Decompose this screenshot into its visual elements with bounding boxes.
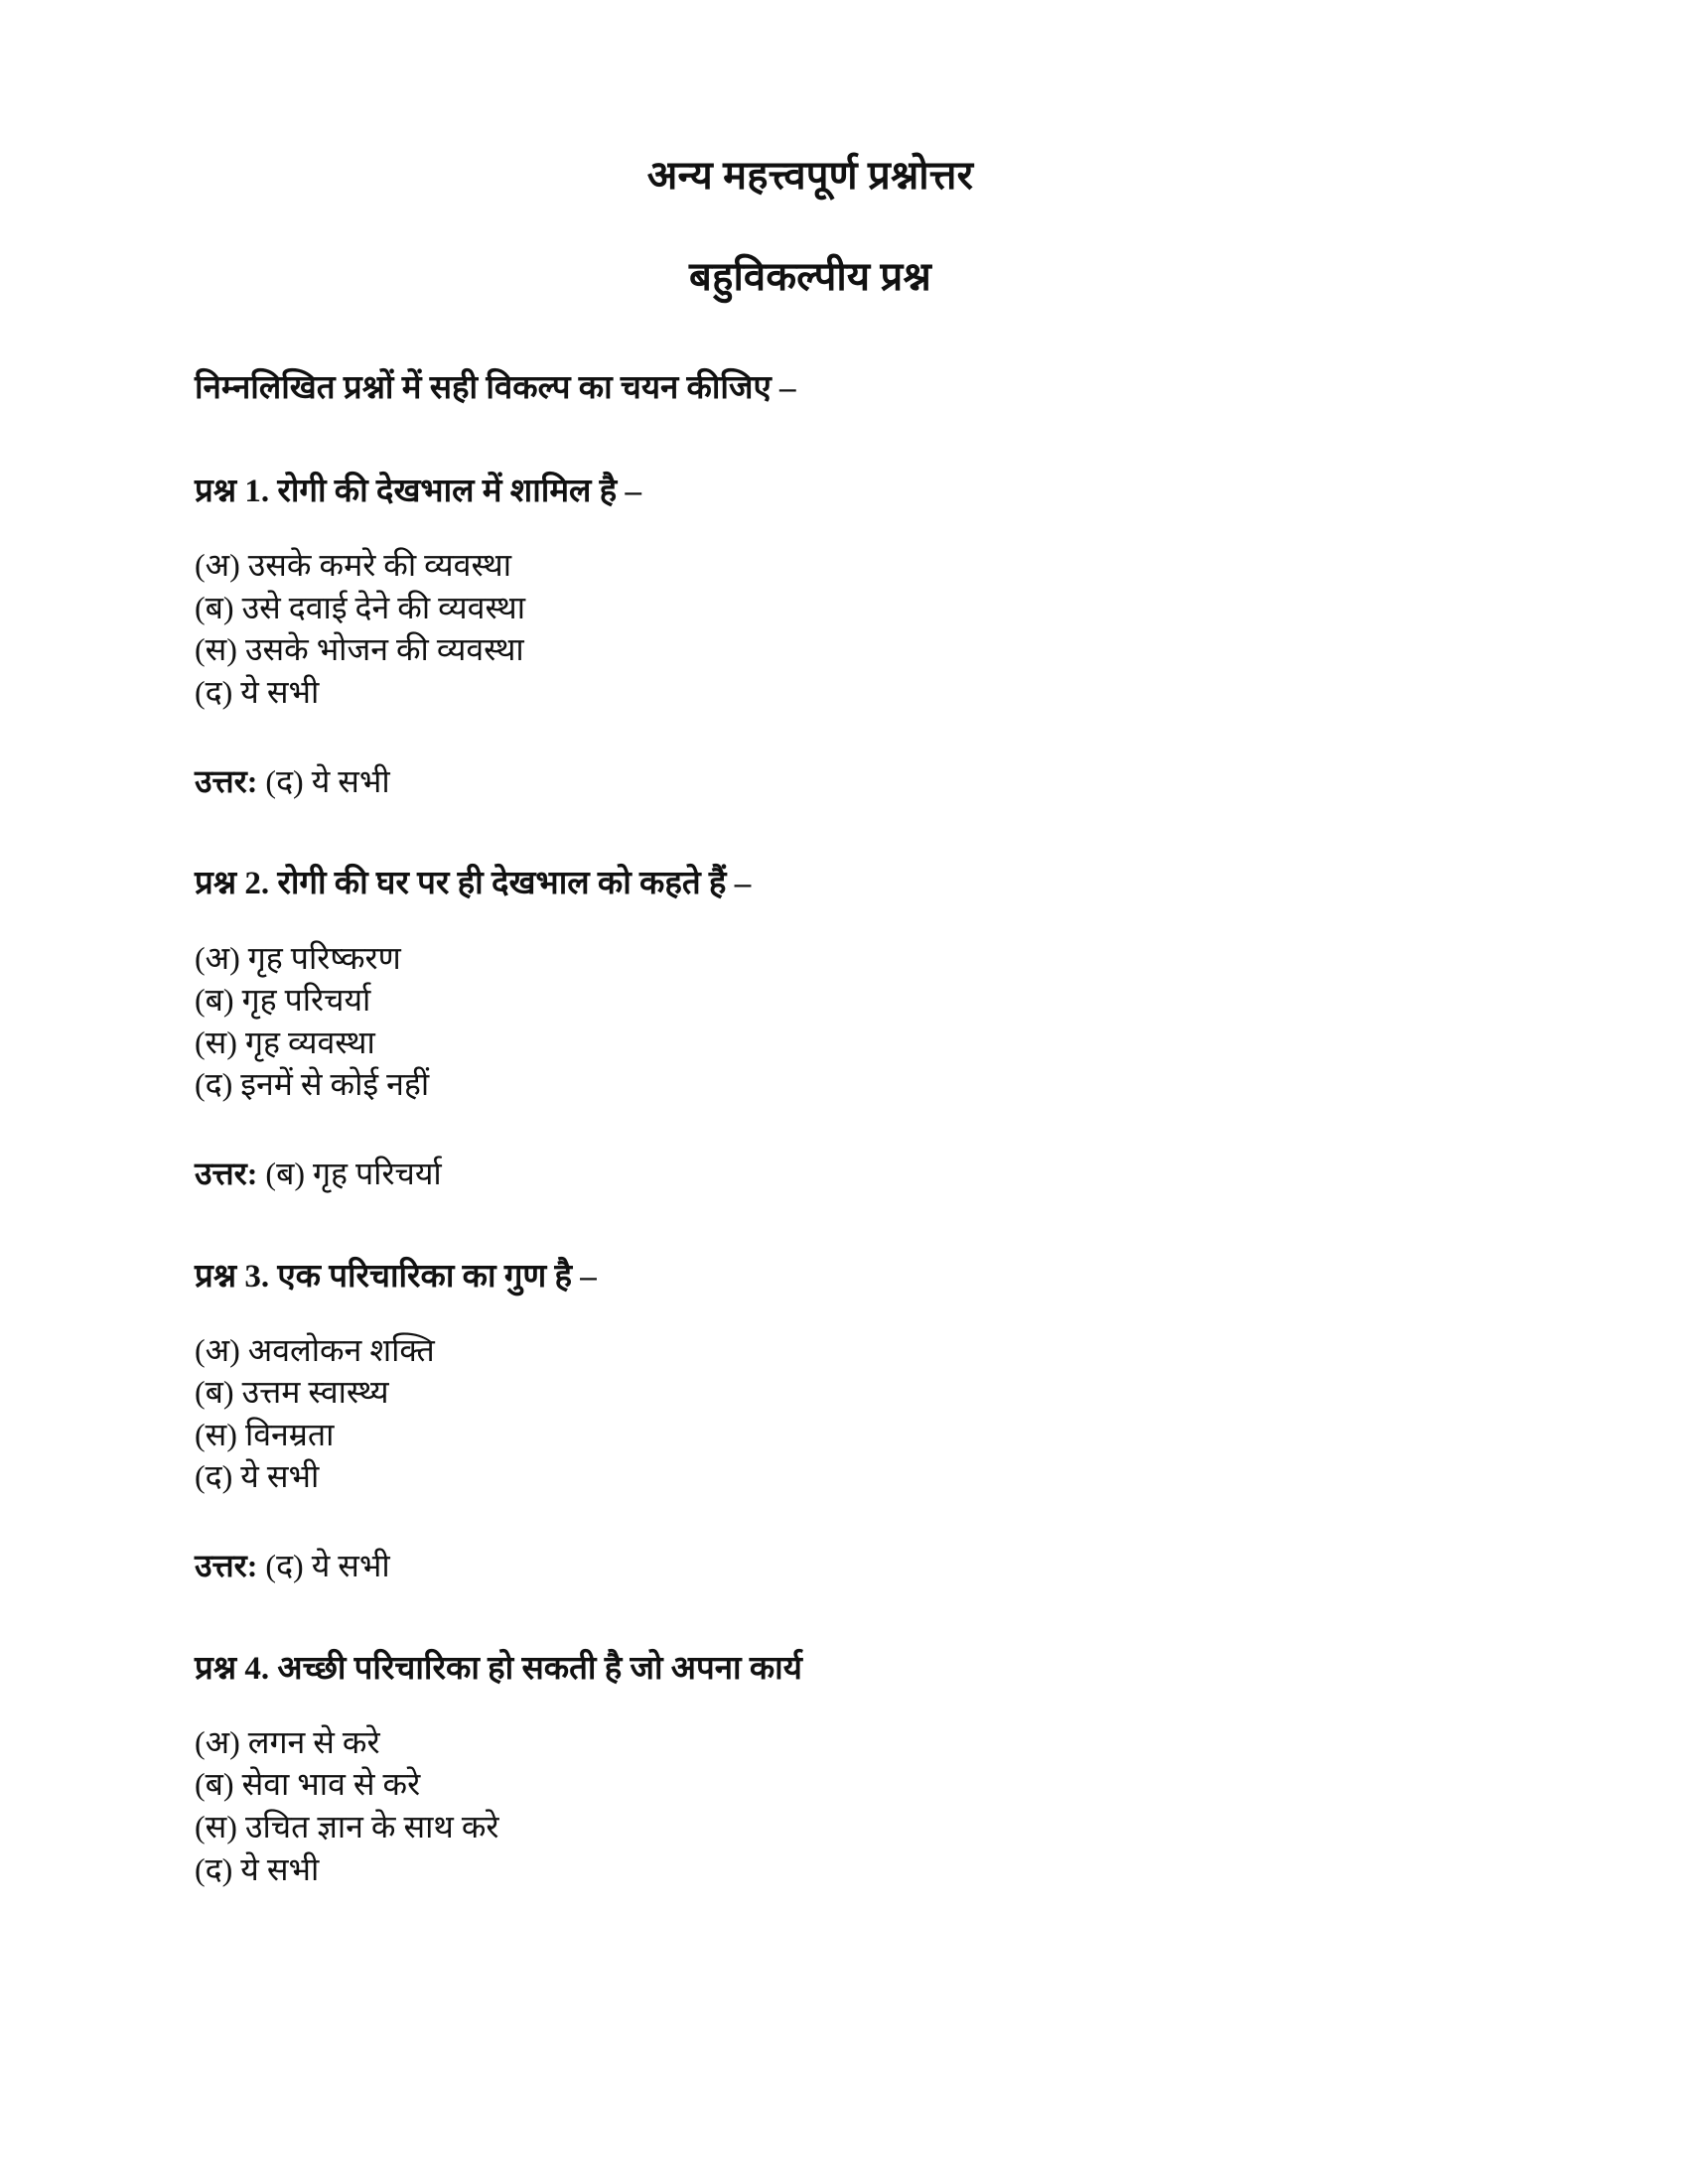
option-item: (द) इनमें से कोई नहीं [195, 1066, 430, 1103]
option-item: (स) उचित ज्ञान के साथ करे [195, 1808, 499, 1844]
answer-label: उत्तर: [195, 1547, 258, 1583]
answer-value: (द) ये सभी [265, 762, 390, 799]
answer-label: उत्तर: [195, 762, 258, 799]
option-item: (स) विनम्रता [195, 1416, 335, 1452]
question-block [195, 1646, 1505, 1890]
answer-line [195, 1152, 1505, 1196]
question-text: प्रश्न 1. रोगी की देखभाल में शामिल है – [195, 474, 641, 510]
option-item: (ब) उत्तम स्वास्थ्य [195, 1374, 389, 1411]
option-item: (द) ये सभी [195, 1458, 320, 1495]
question-text: प्रश्न 4. अच्छी परिचारिका हो सकती है जो अपना कार्य [195, 1650, 802, 1687]
question-block [195, 861, 1505, 1195]
option-list [195, 1721, 1505, 1890]
option-item: (स) उसके भोजन की व्यवस्था [195, 631, 524, 668]
option-item: (ब) उसे दवाई देने की व्यवस्था [195, 589, 525, 625]
option-item: (स) गृह व्यवस्था [195, 1024, 375, 1060]
option-item: (द) ये सभी [195, 1850, 320, 1887]
option-item: (ब) सेवा भाव से करे [195, 1766, 421, 1803]
document-content [195, 149, 1505, 1890]
option-list [195, 544, 1505, 713]
option-list [195, 1329, 1505, 1498]
section-subtitle: बहुविकल्पीय प्रश्न [689, 254, 931, 299]
question-text: प्रश्न 2. रोगी की घर पर ही देखभाल को कहते हैं – [195, 866, 752, 902]
option-item: (अ) गृह परिष्करण [195, 939, 401, 976]
option-item: (अ) लगन से करे [195, 1723, 380, 1760]
option-item: (अ) अवलोकन शक्ति [195, 1331, 435, 1368]
option-item: (ब) गृह परिचर्या [195, 982, 371, 1019]
question-block [195, 469, 1505, 803]
answer-label: उत्तर: [195, 1155, 258, 1191]
question-text: प्रश्न 3. एक परिचारिका का गुण है – [195, 1258, 597, 1295]
answer-value: (ब) गृह परिचर्या [265, 1155, 442, 1191]
answer-line [195, 759, 1505, 804]
option-list [195, 937, 1505, 1106]
instruction-text: निम्नलिखित प्रश्नों में सही विकल्प का चयन कीजिए – [195, 370, 796, 406]
answer-value: (द) ये सभी [265, 1547, 390, 1583]
page-title: अन्य महत्त्वपूर्ण प्रश्नोत्तर [646, 153, 974, 198]
option-item: (अ) उसके कमरे की व्यवस्था [195, 547, 512, 584]
answer-line [195, 1544, 1505, 1588]
question-block [195, 1254, 1505, 1588]
option-item: (द) ये सभी [195, 674, 320, 711]
